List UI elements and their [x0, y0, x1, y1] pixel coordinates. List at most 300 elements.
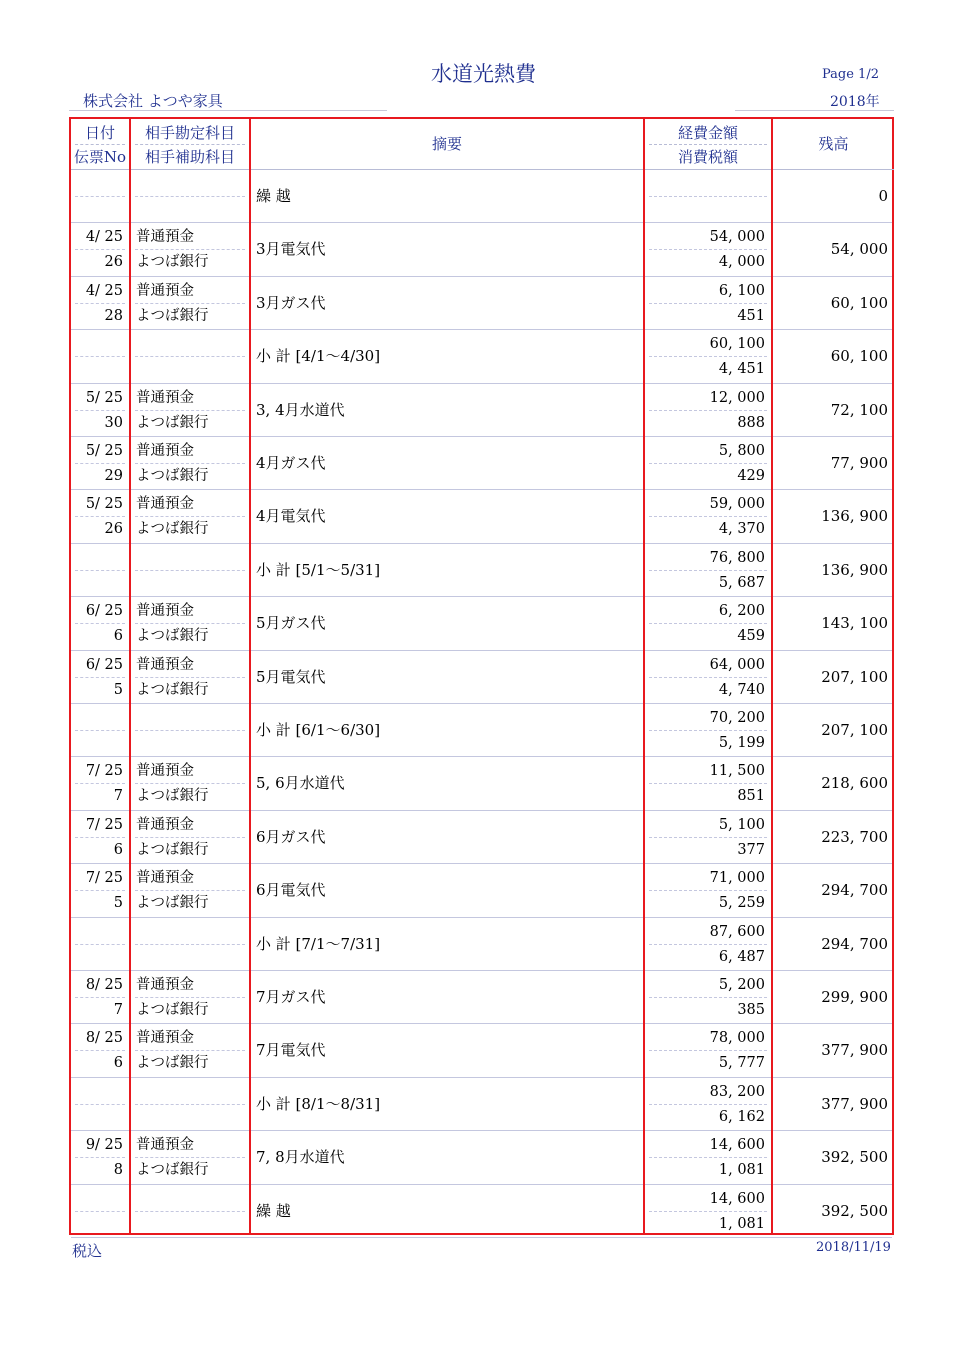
counter-sub-account: よつば銀行	[136, 1055, 209, 1072]
tax-amount: 4, 451	[718, 361, 765, 378]
voucher-number: 5	[113, 681, 123, 698]
amount-cell	[645, 223, 771, 275]
header-balance-cell	[773, 119, 894, 170]
account-cell	[131, 384, 249, 436]
amount-cell	[645, 170, 771, 222]
header-expense: 経費金額	[677, 124, 738, 142]
counter-account: 普通預金	[136, 763, 194, 780]
voucher-number	[71, 1105, 129, 1129]
entry-description: 5月電気代	[256, 667, 326, 686]
counter-account: 普通預金	[136, 443, 194, 459]
company-name: 株式会社 よつや家具	[83, 92, 223, 110]
counter-sub-account	[131, 731, 249, 755]
ledger-row	[71, 1078, 892, 1131]
account-cell	[131, 811, 249, 863]
running-balance: 392, 500	[821, 1148, 888, 1167]
tax-amount: 5, 687	[718, 574, 765, 591]
voucher-number	[71, 357, 129, 381]
date-cell	[71, 918, 129, 970]
running-balance: 377, 900	[821, 1094, 888, 1113]
running-balance: 0	[878, 187, 888, 205]
voucher-number: 28	[104, 307, 123, 324]
counter-sub-account: よつば銀行	[136, 414, 209, 431]
expense-amount: 64, 000	[709, 656, 765, 673]
balance-cell	[773, 811, 894, 863]
balance-cell	[773, 1024, 894, 1076]
account-cell	[131, 1024, 249, 1076]
expense-amount: 6, 100	[718, 282, 765, 299]
year-underline	[735, 110, 894, 111]
entry-description: 7, 8月水道代	[256, 1148, 345, 1167]
entry-description: 7月電気代	[256, 1041, 326, 1060]
description-cell	[251, 918, 643, 970]
description-cell	[251, 1131, 643, 1183]
counter-sub-account: よつば銀行	[136, 628, 209, 645]
tax-amount: 5, 259	[718, 895, 765, 912]
entry-description: 4月電気代	[256, 507, 326, 526]
entry-description: 小 計 [6/1～6/30]	[256, 721, 381, 739]
amount-cell	[645, 437, 771, 489]
entry-date: 6/ 25	[85, 603, 123, 620]
counter-sub-account: よつば銀行	[136, 788, 209, 805]
tax-amount: 4, 740	[718, 681, 765, 698]
entry-description: 3月電気代	[256, 240, 326, 259]
description-cell	[251, 544, 643, 596]
tax-amount: 5, 199	[718, 735, 765, 751]
description-cell	[251, 864, 643, 916]
counter-sub-account	[131, 1212, 249, 1236]
balance-cell	[773, 757, 894, 809]
running-balance: 136, 900	[821, 507, 888, 526]
amount-cell	[645, 330, 771, 382]
entry-description: 小 計 [4/1～4/30]	[256, 347, 381, 366]
expense-amount: 6, 200	[718, 603, 765, 620]
date-cell	[71, 811, 129, 863]
amount-cell	[645, 651, 771, 703]
description-cell	[251, 1078, 643, 1130]
entry-date: 5/ 25	[85, 443, 123, 459]
counter-sub-account	[131, 1105, 249, 1129]
running-balance: 60, 100	[830, 293, 888, 312]
account-cell	[131, 277, 249, 329]
entry-description: 3, 4月水道代	[256, 400, 345, 419]
tax-amount: 6, 162	[718, 1108, 765, 1125]
entry-date: 8/ 25	[85, 977, 123, 993]
date-cell	[71, 864, 129, 916]
amount-cell	[645, 918, 771, 970]
tax-amount: 451	[737, 307, 765, 324]
counter-account: 普通預金	[136, 1030, 194, 1047]
counter-sub-account	[131, 945, 249, 969]
expense-amount: 59, 000	[709, 496, 765, 513]
ledger-row	[71, 384, 892, 437]
voucher-number: 30	[104, 414, 123, 431]
counter-sub-account: よつば銀行	[136, 681, 209, 698]
balance-cell	[773, 597, 894, 649]
expense-amount: 78, 000	[709, 1030, 765, 1047]
entry-description: 小 計 [7/1～7/31]	[256, 934, 381, 953]
balance-cell	[773, 544, 894, 596]
expense-amount: 83, 200	[709, 1083, 765, 1100]
counter-account: 普通預金	[136, 229, 194, 246]
balance-cell	[773, 651, 894, 703]
voucher-number	[71, 571, 129, 595]
expense-amount: 14, 600	[709, 1190, 765, 1207]
running-balance: 377, 900	[821, 1041, 888, 1060]
tax-amount: 4, 000	[718, 254, 765, 271]
entry-date: 4/ 25	[85, 229, 123, 246]
ledger-row	[71, 437, 892, 490]
expense-amount: 12, 000	[709, 389, 765, 406]
tax-amount: 4, 370	[718, 521, 765, 538]
counter-account	[131, 546, 249, 570]
counter-account	[131, 172, 249, 196]
description-cell	[251, 437, 643, 489]
account-cell	[131, 704, 249, 756]
description-cell	[251, 757, 643, 809]
expense-amount	[645, 172, 771, 196]
running-balance: 207, 100	[821, 721, 888, 739]
print-date: 2018/11/19	[816, 1240, 891, 1255]
voucher-number: 8	[113, 1162, 123, 1179]
header-voucher-no: 伝票No	[73, 148, 127, 166]
voucher-number	[71, 731, 129, 755]
tax-amount: 1, 081	[718, 1215, 765, 1232]
counter-account	[131, 706, 249, 730]
account-cell	[131, 1131, 249, 1183]
entry-date: 7/ 25	[85, 816, 123, 833]
account-cell	[131, 651, 249, 703]
tax-amount: 459	[737, 628, 765, 645]
ledger-row	[71, 757, 892, 810]
counter-account: 普通預金	[136, 603, 194, 620]
counter-account: 普通預金	[136, 816, 194, 833]
ledger-row	[71, 1185, 892, 1238]
balance-cell	[773, 384, 894, 436]
tax-note: 税込	[72, 1242, 103, 1260]
running-balance: 299, 900	[821, 988, 888, 1006]
account-cell	[131, 490, 249, 542]
header-account-cell	[131, 119, 249, 170]
description-cell	[251, 384, 643, 436]
ledger-row	[71, 223, 892, 276]
header-description: 摘要	[431, 135, 462, 153]
counter-sub-account	[131, 357, 249, 381]
counter-account	[131, 920, 249, 944]
balance-cell	[773, 704, 894, 756]
date-cell	[71, 223, 129, 275]
balance-cell	[773, 971, 894, 1023]
date-cell	[71, 704, 129, 756]
date-cell	[71, 757, 129, 809]
amount-cell	[645, 597, 771, 649]
header-date-cell	[71, 119, 129, 170]
entry-date: 7/ 25	[85, 870, 123, 887]
amount-cell	[645, 1131, 771, 1183]
amount-cell	[645, 704, 771, 756]
header-tax: 消費税額	[677, 148, 738, 166]
tax-amount: 385	[737, 1002, 765, 1018]
company-underline	[69, 110, 387, 111]
running-balance: 294, 700	[821, 934, 888, 953]
balance-cell	[773, 1131, 894, 1183]
entry-date: 6/ 25	[85, 656, 123, 673]
date-cell	[71, 277, 129, 329]
counter-sub-account: よつば銀行	[136, 521, 209, 538]
description-cell	[251, 971, 643, 1023]
voucher-number	[71, 1212, 129, 1236]
amount-cell	[645, 544, 771, 596]
expense-amount: 87, 600	[709, 923, 765, 940]
voucher-number: 6	[113, 628, 123, 645]
running-balance: 392, 500	[821, 1201, 888, 1220]
expense-amount: 60, 100	[709, 336, 765, 353]
running-balance: 143, 100	[821, 614, 888, 633]
date-cell	[71, 437, 129, 489]
balance-cell	[773, 490, 894, 542]
ledger-row	[71, 544, 892, 597]
header-balance: 残高	[818, 135, 849, 153]
date-cell	[71, 330, 129, 382]
entry-date: 7/ 25	[85, 763, 123, 780]
entry-date	[71, 1187, 129, 1211]
ledger-row	[71, 1131, 892, 1184]
counter-account: 普通預金	[136, 496, 194, 513]
date-cell	[71, 490, 129, 542]
ledger-row	[71, 277, 892, 330]
description-cell	[251, 330, 643, 382]
running-balance: 207, 100	[821, 667, 888, 686]
column-divider	[771, 119, 773, 1233]
description-cell	[251, 490, 643, 542]
entry-description: 3月ガス代	[256, 293, 326, 312]
amount-cell	[645, 757, 771, 809]
ledger-row	[71, 918, 892, 971]
amount-cell	[645, 811, 771, 863]
voucher-number	[71, 945, 129, 969]
counter-account: 普通預金	[136, 656, 194, 673]
expense-amount: 11, 500	[709, 763, 765, 780]
amount-cell	[645, 1024, 771, 1076]
amount-cell	[645, 384, 771, 436]
ledger-row	[71, 864, 892, 917]
amount-cell	[645, 864, 771, 916]
expense-amount: 14, 600	[709, 1137, 765, 1154]
balance-cell	[773, 170, 894, 222]
balance-cell	[773, 1078, 894, 1130]
entry-date: 4/ 25	[85, 282, 123, 299]
entry-date	[71, 1080, 129, 1104]
account-cell	[131, 170, 249, 222]
entry-date: 5/ 25	[85, 389, 123, 406]
ledger-row	[71, 597, 892, 650]
balance-cell	[773, 918, 894, 970]
entry-date	[71, 920, 129, 944]
tax-amount	[645, 197, 771, 221]
amount-cell	[645, 277, 771, 329]
entry-description: 小 計 [8/1～8/31]	[256, 1094, 381, 1113]
entry-date	[71, 546, 129, 570]
amount-cell	[645, 971, 771, 1023]
running-balance: 218, 600	[821, 774, 888, 793]
date-cell	[71, 170, 129, 222]
entry-description: 7月ガス代	[256, 988, 326, 1006]
counter-sub-account: よつば銀行	[136, 468, 209, 484]
expense-amount: 54, 000	[709, 229, 765, 246]
counter-sub-account: よつば銀行	[136, 1002, 209, 1018]
tax-amount: 851	[737, 788, 765, 805]
counter-account: 普通預金	[136, 282, 194, 299]
entry-date	[71, 706, 129, 730]
counter-account: 普通預金	[136, 870, 194, 887]
date-cell	[71, 384, 129, 436]
entry-date: 8/ 25	[85, 1030, 123, 1047]
ledger-row	[71, 811, 892, 864]
description-cell	[251, 597, 643, 649]
description-cell	[251, 277, 643, 329]
voucher-number	[71, 197, 129, 221]
counter-account	[131, 1187, 249, 1211]
entry-description: 小 計 [5/1～5/31]	[256, 560, 381, 579]
fiscal-year: 2018年	[830, 94, 880, 110]
column-divider	[129, 119, 131, 1233]
ledger-row	[71, 1024, 892, 1077]
balance-cell	[773, 437, 894, 489]
balance-cell	[773, 1185, 894, 1237]
voucher-number: 6	[113, 1055, 123, 1072]
ledger-row	[71, 330, 892, 383]
counter-sub-account: よつば銀行	[136, 254, 209, 271]
amount-cell	[645, 490, 771, 542]
tax-amount: 429	[737, 468, 765, 484]
counter-sub-account: よつば銀行	[136, 841, 209, 858]
counter-account	[131, 1080, 249, 1104]
voucher-number: 7	[113, 788, 123, 805]
date-cell	[71, 1185, 129, 1237]
account-cell	[131, 918, 249, 970]
amount-cell	[645, 1185, 771, 1237]
account-cell	[131, 1185, 249, 1237]
balance-cell	[773, 277, 894, 329]
description-cell	[251, 223, 643, 275]
voucher-number: 26	[104, 521, 123, 538]
account-cell	[131, 971, 249, 1023]
expense-amount: 70, 200	[709, 710, 765, 726]
ledger-row	[71, 170, 892, 223]
account-cell	[131, 597, 249, 649]
account-cell	[131, 544, 249, 596]
date-cell	[71, 544, 129, 596]
voucher-number: 29	[104, 468, 123, 484]
entry-description: 4月ガス代	[256, 454, 326, 472]
ledger-row	[71, 971, 892, 1024]
account-cell	[131, 864, 249, 916]
account-cell	[131, 223, 249, 275]
date-cell	[71, 1131, 129, 1183]
running-balance: 294, 700	[821, 881, 888, 900]
page-number: Page 1/2	[822, 67, 879, 82]
entry-description: 6月電気代	[256, 881, 326, 900]
description-cell	[251, 651, 643, 703]
running-balance: 77, 900	[830, 454, 888, 472]
running-balance: 223, 700	[821, 827, 888, 846]
report-title: 水道光熱費	[431, 62, 536, 86]
header-account: 相手勘定科目	[144, 124, 235, 142]
entry-description: 5月ガス代	[256, 614, 326, 633]
counter-account: 普通預金	[136, 1137, 194, 1154]
description-cell	[251, 811, 643, 863]
counter-sub-account	[131, 197, 249, 221]
voucher-number: 6	[113, 841, 123, 858]
amount-cell	[645, 1078, 771, 1130]
description-cell	[251, 170, 643, 222]
counter-sub-account: よつば銀行	[136, 307, 209, 324]
running-balance: 54, 000	[830, 240, 888, 259]
expense-amount: 76, 800	[709, 549, 765, 566]
entry-description: 繰 越	[256, 187, 291, 205]
entry-description: 繰 越	[256, 1201, 291, 1220]
running-balance: 72, 100	[830, 400, 888, 419]
description-cell	[251, 1185, 643, 1237]
header-amount-cell	[645, 119, 771, 170]
date-cell	[71, 1024, 129, 1076]
voucher-number: 26	[104, 254, 123, 271]
account-cell	[131, 437, 249, 489]
counter-sub-account: よつば銀行	[136, 1162, 209, 1179]
date-cell	[71, 651, 129, 703]
expense-amount: 5, 200	[718, 977, 765, 993]
counter-sub-account: よつば銀行	[136, 895, 209, 912]
date-cell	[71, 1078, 129, 1130]
entry-description: 6月ガス代	[256, 827, 326, 846]
expense-amount: 5, 100	[718, 816, 765, 833]
counter-account: 普通預金	[136, 977, 194, 993]
header-description-cell	[251, 119, 643, 170]
expense-amount: 5, 800	[718, 443, 765, 459]
entry-date	[71, 172, 129, 196]
ledger-row	[71, 704, 892, 757]
counter-account	[131, 332, 249, 356]
account-cell	[131, 757, 249, 809]
ledger-row	[71, 490, 892, 543]
voucher-number: 7	[113, 1002, 123, 1018]
tax-amount: 1, 081	[718, 1162, 765, 1179]
counter-account: 普通預金	[136, 389, 194, 406]
header-date: 日付	[84, 124, 115, 142]
description-cell	[251, 704, 643, 756]
account-cell	[131, 1078, 249, 1130]
balance-cell	[773, 223, 894, 275]
date-cell	[71, 597, 129, 649]
tax-amount: 377	[737, 841, 765, 858]
entry-description: 5, 6月水道代	[256, 774, 345, 793]
tax-amount: 6, 487	[718, 948, 765, 965]
ledger-table	[69, 117, 894, 1235]
header-sub-account: 相手補助科目	[144, 148, 235, 166]
entry-date: 9/ 25	[85, 1137, 123, 1154]
ledger-row	[71, 651, 892, 704]
column-divider	[249, 119, 251, 1233]
entry-date	[71, 332, 129, 356]
date-cell	[71, 971, 129, 1023]
running-balance: 136, 900	[821, 560, 888, 579]
tax-amount: 5, 777	[718, 1055, 765, 1072]
balance-cell	[773, 864, 894, 916]
account-cell	[131, 330, 249, 382]
column-divider	[643, 119, 645, 1233]
balance-cell	[773, 330, 894, 382]
description-cell	[251, 1024, 643, 1076]
